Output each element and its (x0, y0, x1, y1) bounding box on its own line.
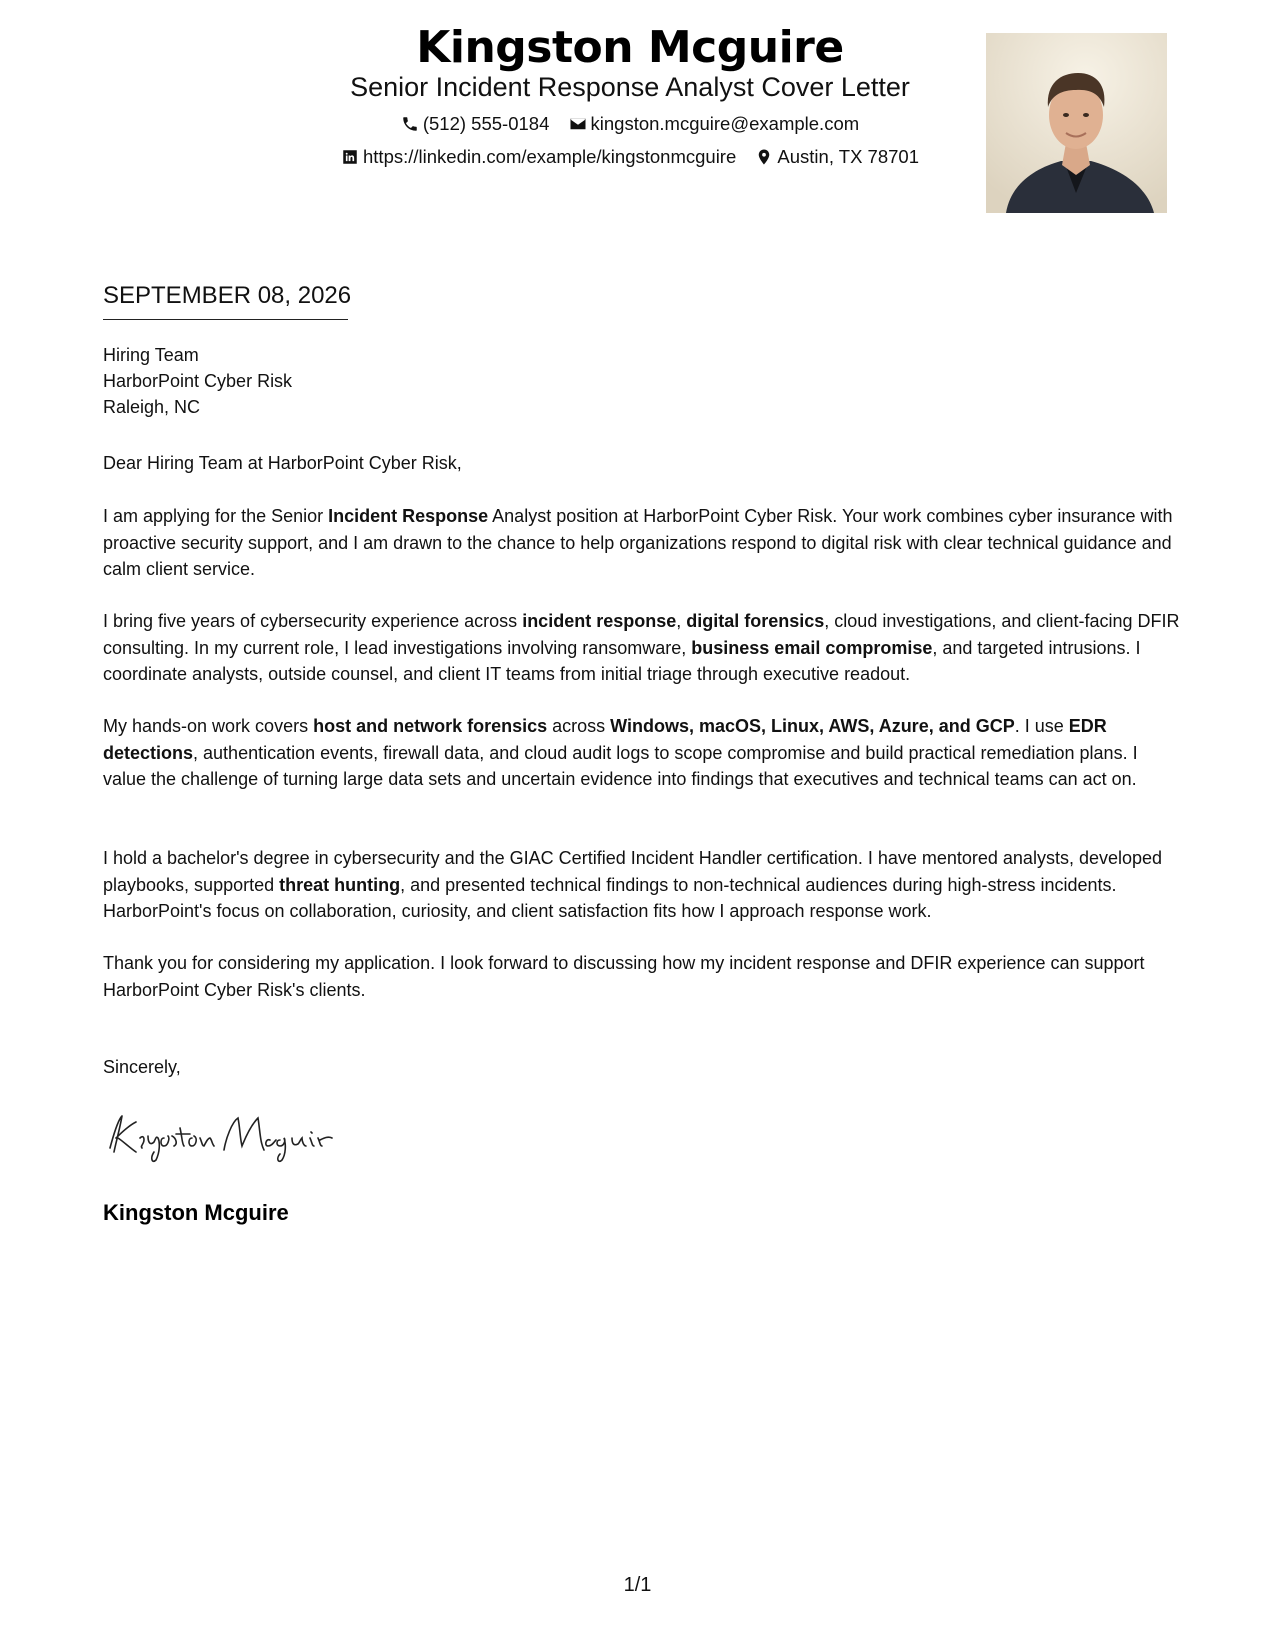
body-run: , and targeted intrusions. I coordinate analysts, outside counsel, and client IT teams from initial triage through executive readout. (103, 637, 1141, 684)
location-contact (755, 146, 919, 168)
linkedin-text: https://linkedin.com/example/kingstonmcguire (363, 146, 737, 167)
recipient-block (103, 342, 292, 420)
profile-photo (986, 33, 1167, 213)
emphasis-text: host and network forensics (313, 716, 548, 736)
phone-icon (401, 115, 419, 133)
paragraph-3 (103, 713, 1183, 793)
linkedin-icon (341, 148, 359, 166)
linkedin-contact[interactable] (341, 146, 736, 168)
date-divider (103, 319, 348, 320)
letter-date: SEPTEMBER 08, 2026 (103, 282, 352, 309)
email-contact[interactable] (569, 113, 860, 135)
emphasis-text: EDR detections (103, 716, 1107, 763)
closing: Sincerely, (103, 1057, 181, 1077)
map-pin-icon (755, 148, 773, 166)
body-run: Analyst position at HarborPoint Cyber Risk. Your work combines cyber insurance with proactive security support, and I am drawn to the chance to help organizations respond to digital risk with clear technical guidance and calm client service. (103, 506, 1173, 579)
emphasis-text: Windows, macOS, Linux, AWS, Azure, and GCP (610, 716, 1015, 736)
email-text: kingston.mcguire@example.com (590, 113, 860, 134)
signature-name: Kingston Mcguire (103, 1200, 289, 1225)
paragraph-4 (103, 845, 1183, 925)
body-run: I hold a bachelor's degree in cybersecurity and the GIAC Certified Incident Handler certification. I have mentored analysts, developed playbooks, supported (103, 848, 1163, 895)
body-run: , authentication events, firewall data, and cloud audit logs to scope compromise and build practical remediation plans. I value the challenge of turning large data sets and uncertain evidence into findings that executives and technical teams can act on. (103, 742, 1138, 789)
body-run: , and presented technical findings to non-technical audiences during high-stress incidents. HarborPoint's focus on collaboration, curiosity, and client satisfaction fits how I approach response work. (103, 874, 1117, 921)
emphasis-text: digital forensics (686, 611, 825, 631)
body-run: Thank you for considering my application. I look forward to discussing how my incident response and DFIR experience can support HarborPoint Cyber Risk's clients. (103, 953, 1145, 1000)
greeting: Dear Hiring Team at HarborPoint Cyber Risk, (103, 453, 462, 473)
body-run: I bring five years of cybersecurity experience across (103, 611, 523, 631)
body-run: My hands-on work covers (103, 716, 314, 736)
signature-image (100, 1108, 360, 1168)
recipient-company: HarborPoint Cyber Risk (103, 371, 293, 391)
body-run: across (547, 716, 611, 736)
emphasis-text: threat hunting (279, 874, 401, 895)
body-run: , cloud investigations, and client-facing DFIR consulting. In my current role, I lead investigations involving ransomware, (103, 611, 1180, 658)
page-number: 1/1 (623, 1574, 652, 1596)
recipient-location: Raleigh, NC (103, 397, 201, 417)
paragraph-3-text (103, 713, 1183, 793)
paragraph-2-text (103, 608, 1183, 688)
body-run: , (676, 611, 687, 631)
handwritten-signature (100, 1108, 360, 1173)
envelope-icon (569, 115, 587, 133)
body-run: . I use (1014, 716, 1069, 736)
applicant-name: Kingston Mcguire (416, 22, 844, 73)
letter-header (0, 0, 1275, 230)
recipient-line: Hiring Team (103, 345, 199, 365)
phone-contact[interactable] (401, 113, 550, 135)
paragraph-1-text (103, 503, 1183, 583)
paragraph-5-text (103, 950, 1183, 1003)
location-text: Austin, TX 78701 (777, 146, 919, 167)
emphasis-text: business email compromise (691, 637, 933, 658)
phone-text: (512) 555-0184 (422, 113, 550, 134)
paragraph-5 (103, 950, 1183, 1003)
emphasis-text: Incident Response (328, 506, 489, 526)
body-run: I am applying for the Senior (103, 506, 329, 526)
paragraph-4-text (103, 845, 1183, 925)
portrait-illustration (986, 33, 1167, 213)
letter-subtitle: Senior Incident Response Analyst Cover Letter (350, 72, 910, 102)
paragraph-1 (103, 503, 1183, 583)
emphasis-text: incident response (522, 611, 677, 631)
paragraph-2 (103, 608, 1183, 688)
